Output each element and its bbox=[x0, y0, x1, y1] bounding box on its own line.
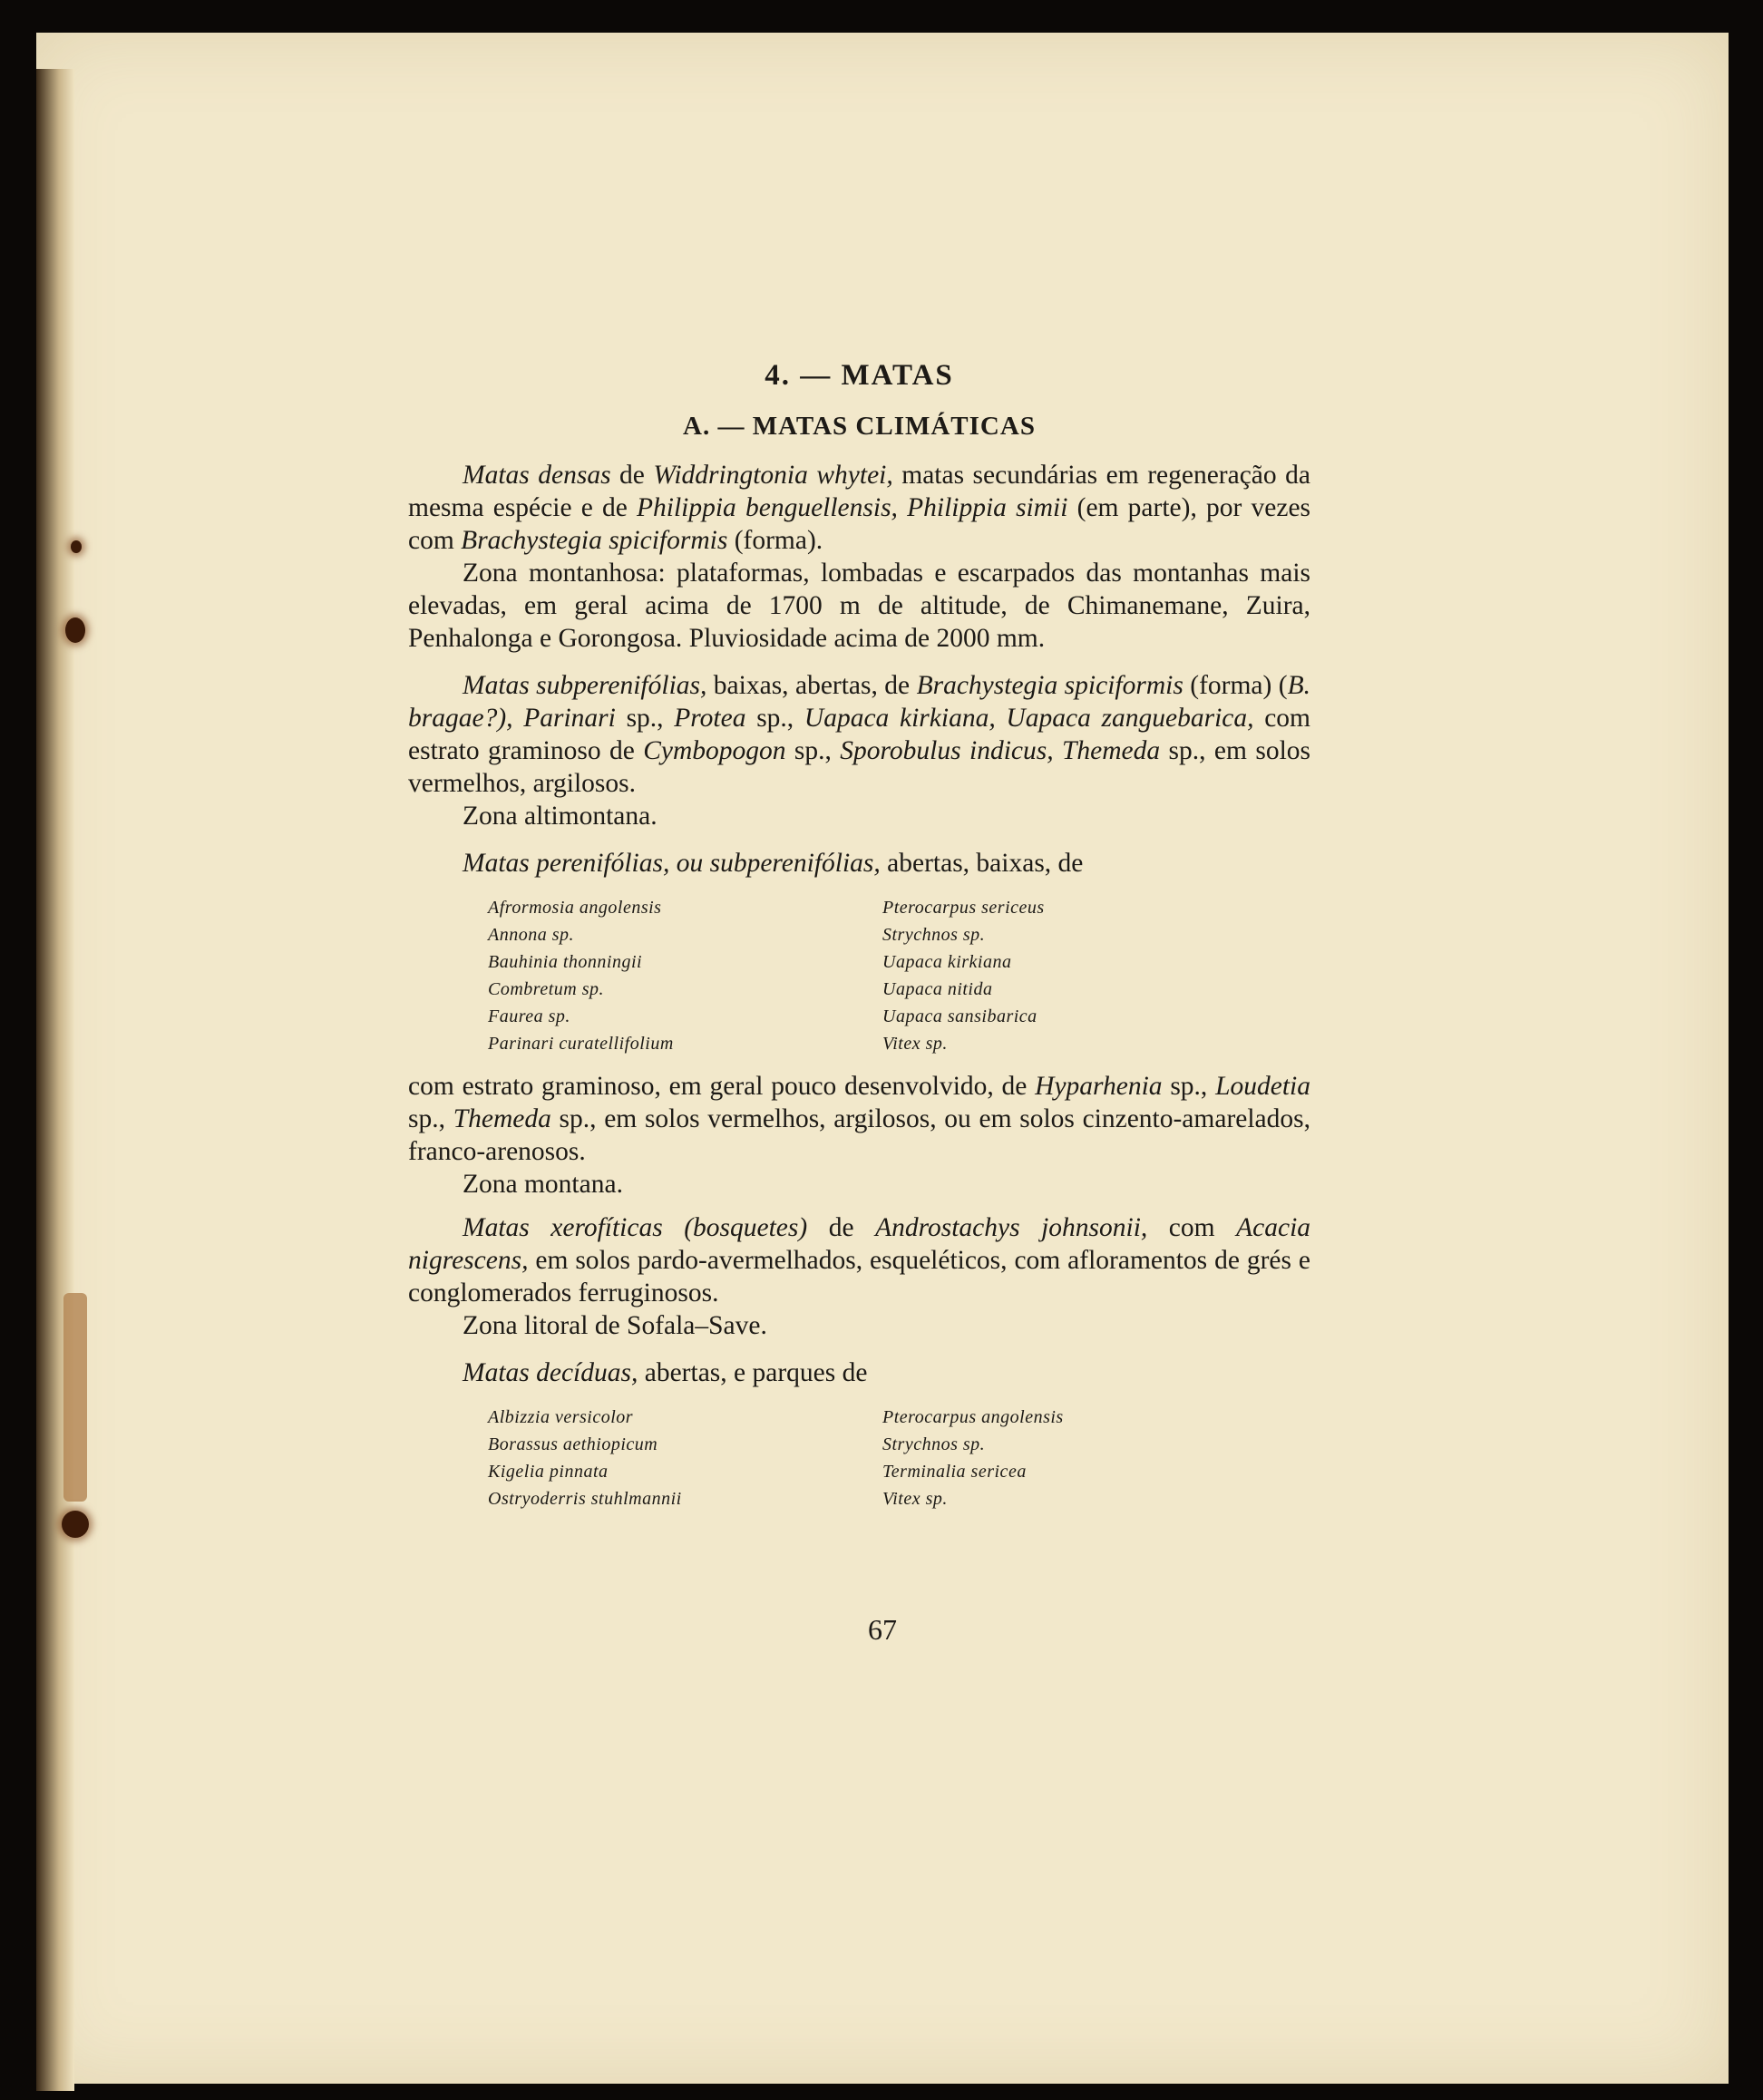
species-item: Vitex sp. bbox=[882, 1034, 948, 1054]
paragraph-estrato-graminoso bbox=[408, 1070, 1310, 1168]
species-item: Annona sp. bbox=[488, 925, 574, 945]
italic-term: Matas perenifólias, ou subperenifólias, bbox=[463, 849, 881, 878]
species-column-right bbox=[882, 1404, 1277, 1512]
binding-hole bbox=[65, 617, 85, 643]
binding-hole bbox=[71, 540, 82, 553]
species-item: Afrormosia angolensis bbox=[488, 898, 662, 918]
italic-term: B. bragae?), Parinari bbox=[408, 671, 1310, 733]
text-run: de bbox=[610, 461, 654, 490]
species-item: Parinari curatellifolium bbox=[488, 1034, 674, 1054]
page-number: 67 bbox=[868, 1613, 897, 1646]
italic-term: Brachystegia spiciformis bbox=[461, 526, 728, 555]
italic-term: Protea bbox=[674, 704, 746, 733]
species-item: Pterocarpus sericeus bbox=[882, 898, 1045, 918]
text-run: sp., em solos vermelhos, argilosos. bbox=[408, 736, 1310, 798]
text-run: em solos pardo-avermelhados, esqueléticos, com afloramentos de grés e conglomerados ferruginosos. bbox=[408, 1246, 1310, 1308]
paragraph-matas-densas bbox=[408, 459, 1310, 557]
italic-term: Uapaca kirkiana, Uapaca zanguebarica, bbox=[804, 704, 1254, 733]
italic-term: Matas densas bbox=[463, 461, 611, 490]
text-run: (forma) ( bbox=[1183, 671, 1288, 700]
species-list-deciduas bbox=[488, 1404, 1310, 1512]
text-run: (forma). bbox=[727, 526, 823, 555]
binding-hole bbox=[62, 1511, 89, 1538]
page-binding-edge bbox=[36, 69, 74, 2091]
italic-term: Themeda bbox=[453, 1104, 551, 1133]
species-item: Bauhinia thonningii bbox=[488, 952, 643, 972]
italic-term: Matas decíduas, bbox=[463, 1358, 638, 1387]
species-item: Uapaca sansibarica bbox=[882, 1006, 1037, 1026]
species-column-right bbox=[882, 894, 1277, 1057]
species-item: Ostryoderris stuhlmannii bbox=[488, 1489, 682, 1509]
italic-term: Matas subperenifólias, bbox=[463, 671, 707, 700]
italic-term: Widdringtonia whytei, bbox=[653, 461, 893, 490]
zone-text-litoral: Zona litoral de Sofala–Save. bbox=[463, 1311, 767, 1340]
italic-term: Philippia benguellensis, Philippia simii bbox=[637, 493, 1068, 522]
species-item: Strychnos sp. bbox=[882, 925, 986, 945]
text-run: matas secundárias em regeneração da mesma espécie e de bbox=[408, 461, 1310, 522]
zone-text-altimontana: Zona altimontana. bbox=[463, 802, 657, 831]
text-run: sp., em solos vermelhos, argilosos, ou em solos cinzento-amarelados, franco-arenosos. bbox=[408, 1104, 1311, 1166]
text-run: sp., bbox=[1162, 1072, 1216, 1101]
species-item: Terminalia sericea bbox=[882, 1462, 1027, 1482]
species-item: Strychnos sp. bbox=[882, 1434, 986, 1454]
text-run: (em parte), por vezes com bbox=[408, 493, 1311, 555]
subsection-title: A. — MATAS CLIMÁTICAS bbox=[683, 412, 1036, 441]
species-list-perenifolias bbox=[488, 894, 1310, 1057]
text-run: abertas, e parques de bbox=[638, 1358, 868, 1387]
zone-text-montanhosa: Zona montanhosa: plataformas, lombadas e escarpados das montanhas mais elevadas, em geral acima de 1700 m de altitude, de Chimanemane, Zuira, Penhalonga e Gorongosa. Pluviosidade acima de 2000 mm. bbox=[408, 559, 1310, 653]
text-run: com bbox=[1147, 1213, 1237, 1242]
italic-term: Loudetia bbox=[1215, 1072, 1310, 1101]
italic-term: Sporobulus indicus, Themeda bbox=[840, 736, 1161, 765]
italic-term: Cymbopogon bbox=[643, 736, 786, 765]
text-run: sp., bbox=[785, 736, 841, 765]
text-run: abertas, baixas, de bbox=[880, 849, 1084, 878]
zone-text-montana: Zona montana. bbox=[463, 1170, 623, 1199]
paper-stain bbox=[63, 1293, 87, 1502]
species-item: Uapaca kirkiana bbox=[882, 952, 1012, 972]
italic-term: Androstachys johnsonii, bbox=[875, 1213, 1148, 1242]
section-title: 4. — MATAS bbox=[765, 359, 954, 392]
species-item: Faurea sp. bbox=[488, 1006, 570, 1026]
species-item: Pterocarpus angolensis bbox=[882, 1407, 1064, 1427]
text-run: sp., bbox=[408, 1104, 453, 1133]
italic-term: Hyparhenia bbox=[1035, 1072, 1163, 1101]
italic-term: Acacia nigrescens, bbox=[408, 1213, 1311, 1275]
book-page bbox=[36, 33, 1729, 2084]
text-run: sp., bbox=[745, 704, 804, 733]
species-column-left bbox=[488, 894, 882, 1057]
species-item: Combretum sp. bbox=[488, 979, 604, 999]
italic-term: Matas xerofíticas (bosquetes) bbox=[463, 1213, 808, 1242]
paragraph-matas-deciduas bbox=[408, 1356, 1310, 1389]
text-run: de bbox=[807, 1213, 876, 1242]
species-item: Kigelia pinnata bbox=[488, 1462, 609, 1482]
paragraph-matas-xerofiticas bbox=[408, 1211, 1310, 1309]
text-run: baixas, abertas, de bbox=[706, 671, 917, 700]
species-column-left bbox=[488, 1404, 882, 1512]
paragraph-matas-perenifolias bbox=[408, 847, 1310, 880]
text-run: sp., bbox=[615, 704, 675, 733]
species-item: Uapaca nitida bbox=[882, 979, 993, 999]
page-content bbox=[408, 359, 1310, 1525]
species-item: Borassus aethiopicum bbox=[488, 1434, 658, 1454]
species-item: Vitex sp. bbox=[882, 1489, 948, 1509]
paragraph-matas-subperenifolias bbox=[408, 669, 1310, 800]
species-item: Albizzia versicolor bbox=[488, 1407, 634, 1427]
text-run: com estrato graminoso, em geral pouco desenvolvido, de bbox=[408, 1072, 1036, 1101]
italic-term: Brachystegia spiciformis bbox=[916, 671, 1183, 700]
text-run: com estrato graminoso de bbox=[408, 704, 1311, 765]
